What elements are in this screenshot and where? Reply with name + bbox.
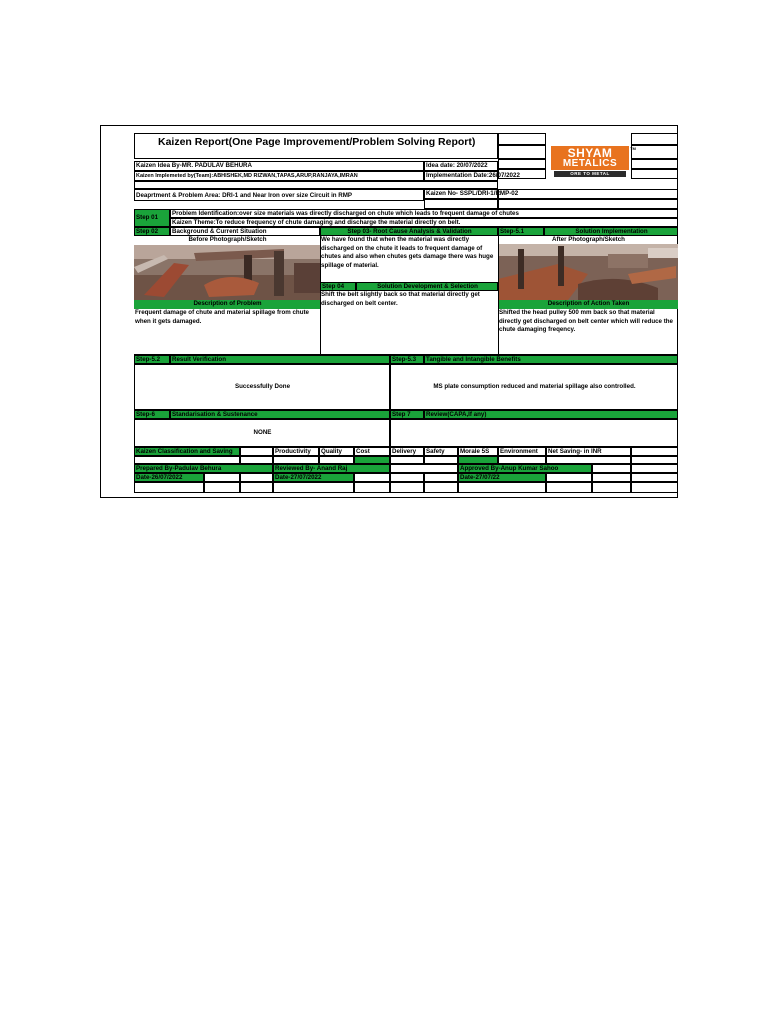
desc-action-heading: Description of Action Taken bbox=[498, 300, 678, 309]
grid-cell bbox=[546, 456, 631, 464]
step04-label: Step 04 bbox=[320, 282, 356, 291]
grid-cell bbox=[631, 169, 678, 179]
grid-cell bbox=[240, 447, 273, 456]
grid-cell bbox=[240, 456, 273, 464]
date-prepared: Date-26/07/2022 bbox=[134, 473, 204, 482]
step03-heading: Step 03- Root Cause Analysis & Validation bbox=[320, 227, 498, 236]
grid-cell bbox=[546, 473, 592, 482]
grid-cell bbox=[134, 456, 240, 464]
reviewed-by: Reviewed By- Anand Raj bbox=[273, 464, 390, 473]
classification-label: Kaizen Classification and Saving bbox=[134, 447, 240, 456]
idea-by: Kaizen Idea By-MR. PADULAV BEHURA bbox=[134, 161, 424, 171]
grid-cell bbox=[498, 159, 546, 169]
grid-cell bbox=[498, 133, 546, 145]
desc-problem-text: Frequent damage of chute and material spillage from chute when it gets damaged. bbox=[135, 309, 309, 325]
step51-heading: Solution Implementation bbox=[544, 227, 678, 236]
approved-by: Approved By-Anup Kumar Sahoo bbox=[458, 464, 592, 473]
grid-cell bbox=[631, 145, 678, 159]
grid-cell bbox=[546, 482, 592, 493]
class-environment: Environment bbox=[498, 447, 546, 456]
grid-cell bbox=[631, 133, 678, 145]
kaizen-no: Kaizen No- SSPL/DRI-1/RMP-02 bbox=[426, 190, 519, 197]
class-net-saving: Net Saving- in INR bbox=[546, 447, 631, 456]
grid-cell bbox=[390, 482, 424, 493]
grid-cell bbox=[631, 159, 678, 169]
step7-label: Step 7 bbox=[390, 410, 424, 419]
benefits-text: MS plate consumption reduced and material spillage also controlled. bbox=[433, 383, 636, 390]
grid-cell bbox=[592, 482, 631, 493]
report-title: Kaizen Report(One Page Improvement/Problem Solving Report) bbox=[158, 136, 476, 148]
grid-cell bbox=[354, 482, 390, 493]
grid-cell bbox=[390, 456, 424, 464]
grid-cell bbox=[204, 482, 240, 493]
grid-cell bbox=[631, 447, 678, 456]
grid-cell bbox=[273, 456, 319, 464]
grid-cell bbox=[631, 482, 678, 493]
grid-cell bbox=[134, 482, 204, 493]
shyam-metalics-logo bbox=[551, 146, 629, 181]
implementation-date: Implementation Date:26/07/2022 bbox=[426, 172, 520, 179]
step53-label: Step-5.3 bbox=[390, 355, 424, 364]
step01-label: Step 01 bbox=[134, 209, 170, 227]
after-photo-caption: After Photograph/Sketch bbox=[552, 236, 625, 243]
grid-cell bbox=[592, 473, 631, 482]
class-safety: Safety bbox=[424, 447, 458, 456]
step52-heading: Result Verification bbox=[170, 355, 390, 364]
step53-heading: Tangible and Intangible Benefits bbox=[424, 355, 678, 364]
grid-cell bbox=[354, 473, 390, 482]
step7-heading: Review(CAPA,If any) bbox=[424, 410, 678, 419]
grid-cell bbox=[631, 473, 678, 482]
review-cell bbox=[390, 419, 678, 447]
grid-cell bbox=[240, 482, 273, 493]
class-productivity: Productivity bbox=[273, 447, 319, 456]
department-area: Deaprtment & Problem Area: DRI-1 and Near Iron over size Circuit in RMP bbox=[134, 189, 424, 201]
logo-line1: SHYAM bbox=[567, 146, 613, 160]
kaizen-theme: Kaizen Theme:To reduce frequency of chute damaging and discharge the material directly on belt. bbox=[170, 218, 678, 227]
class-delivery: Delivery bbox=[390, 447, 424, 456]
before-photo bbox=[134, 245, 320, 300]
step03-text: We have found that when the material was directly discharged on the chute it leads to frequent damage of chutes and also when chutes gets damage there was huge spillage of material. bbox=[321, 236, 494, 269]
logo-tagline: ORE TO METAL bbox=[554, 171, 626, 177]
grid-cell bbox=[498, 199, 678, 209]
grid-cell bbox=[592, 464, 631, 473]
blank-cell bbox=[424, 199, 498, 209]
step02-label: Step 02 bbox=[134, 227, 170, 236]
date-reviewed: Date-27/07/2022 bbox=[273, 473, 354, 482]
blank-row bbox=[134, 181, 498, 189]
prepared-by: Prepared By-Padulav Behura bbox=[134, 464, 273, 473]
result-text: Successfully Done bbox=[234, 383, 291, 390]
grid-cell bbox=[390, 464, 458, 473]
divider bbox=[498, 236, 499, 355]
grid-cell bbox=[240, 473, 273, 482]
logo-tm: TM bbox=[630, 146, 636, 151]
grid-cell bbox=[498, 456, 546, 464]
grid-cell bbox=[458, 482, 546, 493]
step51-label: Step-5.1 bbox=[498, 227, 544, 236]
grid-cell bbox=[498, 189, 678, 199]
grid-cell bbox=[424, 456, 458, 464]
grid-cell bbox=[631, 464, 678, 473]
step6-label: Step-6 bbox=[134, 410, 170, 419]
grid-cell bbox=[424, 482, 458, 493]
desc-action-text: Shifted the head pulley 500 mm back so that material directly get discharged on belt center which will reduce the chute damaging freqency. bbox=[499, 309, 673, 334]
date-approved: Date-27/07/22 bbox=[458, 473, 546, 482]
class-morale: Morale 5S bbox=[458, 447, 498, 456]
morale-selected-mark bbox=[458, 456, 498, 464]
grid-cell bbox=[498, 145, 546, 159]
divider bbox=[320, 236, 321, 355]
cost-selected-mark bbox=[354, 456, 390, 464]
problem-identification: Problem Identification:over size materials was directly discharged on chute which leads to frequent damage of chutes bbox=[170, 209, 678, 218]
step04-heading: Solution Development & Selection bbox=[356, 282, 498, 291]
grid-cell bbox=[204, 473, 240, 482]
logo-line2: METALICS bbox=[562, 158, 618, 169]
step52-label: Step-5.2 bbox=[134, 355, 170, 364]
grid-cell bbox=[631, 456, 678, 464]
grid-cell bbox=[319, 456, 354, 464]
class-quality: Quality bbox=[319, 447, 354, 456]
after-photo bbox=[498, 244, 678, 300]
step6-heading: Standarisation & Sustenance bbox=[170, 410, 390, 419]
grid-cell bbox=[424, 473, 458, 482]
step04-text: Shift the belt slightly back so that material directly get discharged on belt center. bbox=[321, 291, 480, 307]
step02-heading: Background & Current Situation bbox=[170, 227, 320, 236]
idea-date: Idea date: 20/07/2022 bbox=[424, 161, 498, 171]
standardisation-text: NONE bbox=[253, 429, 272, 436]
desc-problem-heading: Description of Problem bbox=[134, 300, 320, 309]
before-photo-caption: Before Photograph/Sketch bbox=[188, 236, 267, 243]
grid-cell bbox=[390, 473, 424, 482]
implemented-by: Kaizen Implemeted by(Team):ABHISHEK,MD RIZWAN,TAPAS,ARUP,RANJAYA,IMRAN bbox=[134, 171, 424, 181]
grid-cell bbox=[273, 482, 354, 493]
class-cost: Cost bbox=[354, 447, 390, 456]
